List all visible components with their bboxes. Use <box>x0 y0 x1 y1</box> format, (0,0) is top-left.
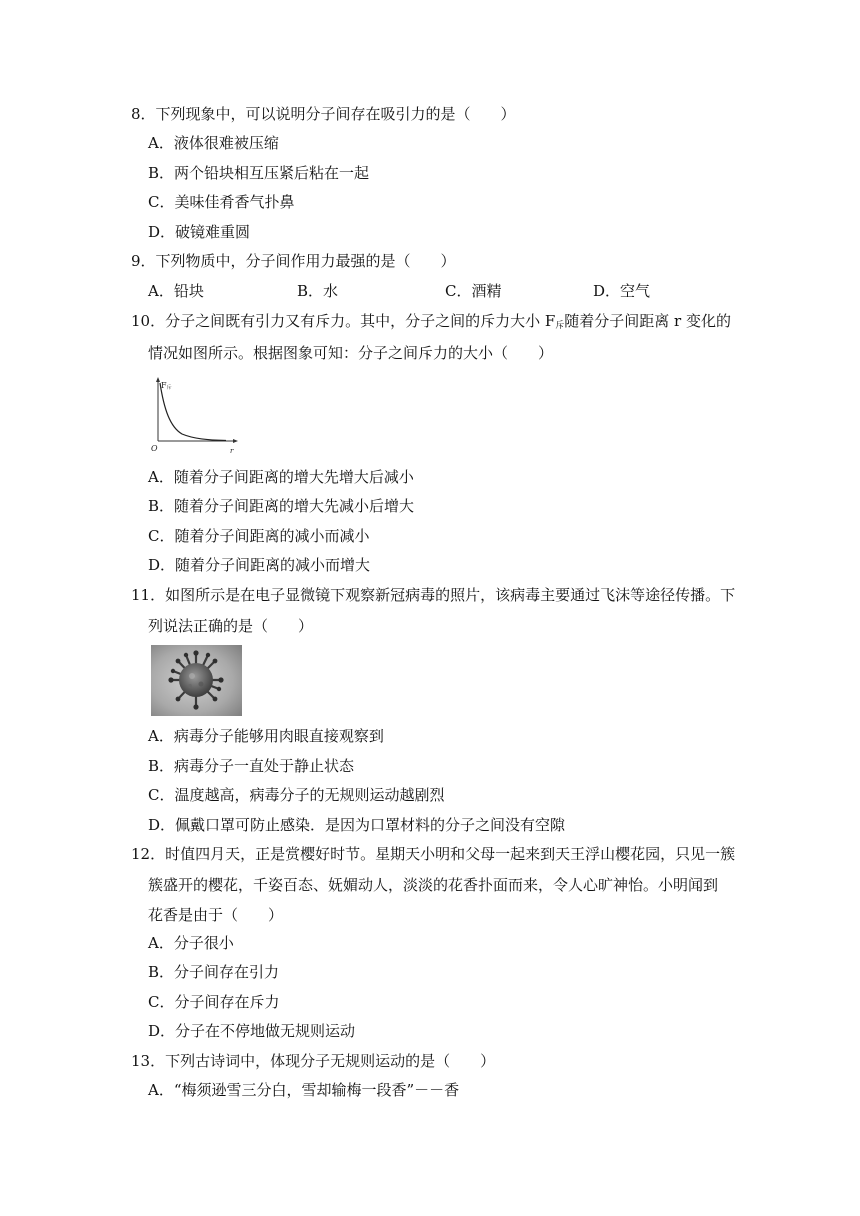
repulsion-force-graph <box>150 375 242 455</box>
question-11-stem-line1: 11．如图所示是在电子显微镜下观察新冠病毒的照片，该病毒主要通过飞沫等途径传播。下 <box>131 586 736 604</box>
question-10-stem-line1 <box>131 311 731 336</box>
question-8-stem: 8．下列现象中，可以说明分子间存在吸引力的是（ ） <box>131 105 516 123</box>
question-9-options-row <box>0 281 860 301</box>
question-11-stem-line2: 列说法正确的是（ ） <box>148 617 314 635</box>
graph-x-label: r <box>230 447 234 455</box>
question-10-option-b: B．随着分子间距离的增大先减小后增大 <box>148 497 415 515</box>
graph-force-curve <box>160 383 226 441</box>
question-11-option-a: A．病毒分子能够用肉眼直接观察到 <box>148 727 384 745</box>
question-10-option-a: A．随着分子间距离的增大先增大后减小 <box>148 468 414 486</box>
force-subscript: 斥 <box>555 321 565 331</box>
question-9-stem: 9．下列物质中，分子间作用力最强的是（ ） <box>131 252 456 270</box>
question-13-option-a: A．“梅须逊雪三分白，雪却输梅一段香”－－香 <box>148 1081 460 1099</box>
question-12-stem-line2: 簇盛开的樱花，千姿百态、妩媚动人，淡淡的花香扑面而来，令人心旷神怡。小明闻到 <box>148 876 719 894</box>
virus-body <box>179 663 213 697</box>
question-12-option-b: B．分子间存在引力 <box>148 963 280 981</box>
question-8-option-b: B．两个铅块相互压紧后粘在一起 <box>148 164 370 182</box>
question-12-option-c: C．分子间存在斥力 <box>148 993 280 1011</box>
question-11-option-d: D．佩戴口罩可防止感染．是因为口罩材料的分子之间没有空隙 <box>148 816 566 834</box>
question-9-option-d: D．空气 <box>593 282 651 300</box>
virus-micrograph-image <box>151 645 242 716</box>
question-9-option-c: C．酒精 <box>445 282 502 300</box>
question-10-stem-line2: 情况如图所示。根据图象可知：分子之间斥力的大小（ ） <box>148 344 554 362</box>
question-8-option-c: C．美味佳肴香气扑鼻 <box>148 193 295 211</box>
graph-y-arrow-icon <box>156 377 160 382</box>
graph-x-arrow-icon <box>233 439 238 443</box>
question-10-stem-after: 随着分子间距离 r 变化的 <box>564 312 731 330</box>
question-8-option-d: D．破镜难重圆 <box>148 223 251 241</box>
question-10-option-c: C．随着分子间距离的减小而减小 <box>148 527 370 545</box>
graph-origin-label: O <box>151 444 158 453</box>
question-11-option-c: C．温度越高，病毒分子的无规则运动越剧烈 <box>148 786 445 804</box>
question-12-stem-line3: 花香是由于（ ） <box>148 906 284 924</box>
question-10-option-d: D．随着分子间距离的减小而增大 <box>148 556 371 574</box>
question-12-stem-line1: 12．时值四月天，正是赏樱好时节。星期天小明和父母一起来到天王浮山樱花园，只见一簇 <box>131 845 736 863</box>
graph-y-label: F斥 <box>161 381 172 391</box>
question-13-stem: 13．下列古诗词中，体现分子无规则运动的是（ ） <box>131 1052 496 1070</box>
question-11-option-b: B．病毒分子一直处于静止状态 <box>148 757 355 775</box>
question-9-option-a: A．铅块 <box>148 282 204 300</box>
question-12-option-a: A．分子很小 <box>148 934 234 952</box>
question-8-option-a: A．液体很难被压缩 <box>148 134 279 152</box>
question-12-option-d: D．分子在不停地做无规则运动 <box>148 1022 356 1040</box>
question-9-option-b: B．水 <box>297 282 339 300</box>
question-10-stem-before: 10．分子之间既有引力又有斥力。其中，分子之间的斥力大小 F <box>131 312 556 330</box>
